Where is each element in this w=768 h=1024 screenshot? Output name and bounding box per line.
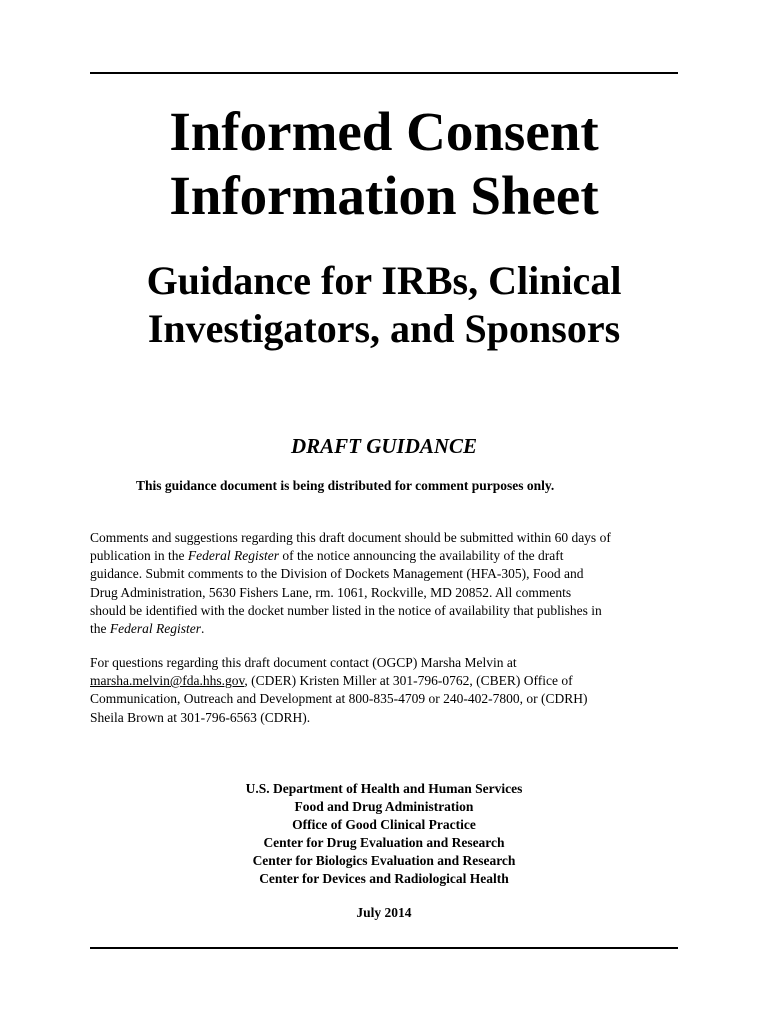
agency-line-5: Center for Biologics Evaluation and Research <box>252 853 516 868</box>
federal-register-ref: Federal Register <box>109 621 201 637</box>
publication-date: July 2014 <box>356 905 412 920</box>
subtitle-line-2: Investigators, and Sponsors <box>147 306 621 351</box>
questions-line-4: Sheila Brown at 301-796-6563 (CDRH). <box>90 709 311 725</box>
questions-paragraph <box>90 654 680 727</box>
agency-line-3: Office of Good Clinical Practice <box>292 817 476 832</box>
agency-line-6: Center for Devices and Radiological Health <box>259 871 509 886</box>
contact-email-link[interactable]: marsha.melvin@fda.hhs.gov <box>90 673 245 689</box>
title-line-2: Information Sheet <box>169 165 599 226</box>
comments-text: of the notice announcing the availability of the draft <box>278 548 564 564</box>
subtitle-line-1: Guidance for IRBs, Clinical <box>146 258 622 303</box>
comments-text: the <box>90 621 110 637</box>
comments-line-3: guidance. Submit comments to the Division of Dockets Management (HFA-305), Food and <box>90 566 584 582</box>
document-title <box>0 100 768 228</box>
agency-line-1: U.S. Department of Health and Human Services <box>245 781 523 796</box>
agency-line-4: Center for Drug Evaluation and Research <box>263 835 505 850</box>
federal-register-ref: Federal Register <box>187 548 279 564</box>
comments-line-4: Drug Administration, 5630 Fishers Lane, rm. 1061, Rockville, MD 20852. All comments <box>90 584 572 600</box>
comments-text: . <box>200 621 205 637</box>
comments-text: publication in the <box>90 548 188 564</box>
agency-block <box>0 780 768 888</box>
questions-line-3: Communication, Outreach and Development at 800-835-4709 or 240-402-7800, or (CDRH) <box>90 691 588 707</box>
comments-line-2 <box>90 547 680 565</box>
bottom-rule <box>90 947 678 949</box>
document-subtitle <box>0 257 768 353</box>
comments-line-5: should be identified with the docket number listed in the notice of availability that publishes in <box>90 602 602 618</box>
questions-line-1: For questions regarding this draft document contact (OGCP) Marsha Melvin at <box>90 655 517 670</box>
comments-line-6 <box>90 620 680 638</box>
distribution-note: This guidance document is being distributed for comment purposes only. <box>136 478 555 493</box>
title-line-1: Informed Consent <box>169 101 599 162</box>
questions-text: , (CDER) Kristen Miller at 301-796-0762, (CBER) Office of <box>244 673 573 689</box>
comments-paragraph <box>90 529 680 638</box>
agency-line-2: Food and Drug Administration <box>294 799 474 814</box>
draft-guidance-label: DRAFT GUIDANCE <box>290 434 478 458</box>
questions-line-2 <box>90 672 680 690</box>
top-rule <box>90 72 678 74</box>
comments-line-1: Comments and suggestions regarding this draft document should be submitted within 60 days of <box>90 530 611 545</box>
